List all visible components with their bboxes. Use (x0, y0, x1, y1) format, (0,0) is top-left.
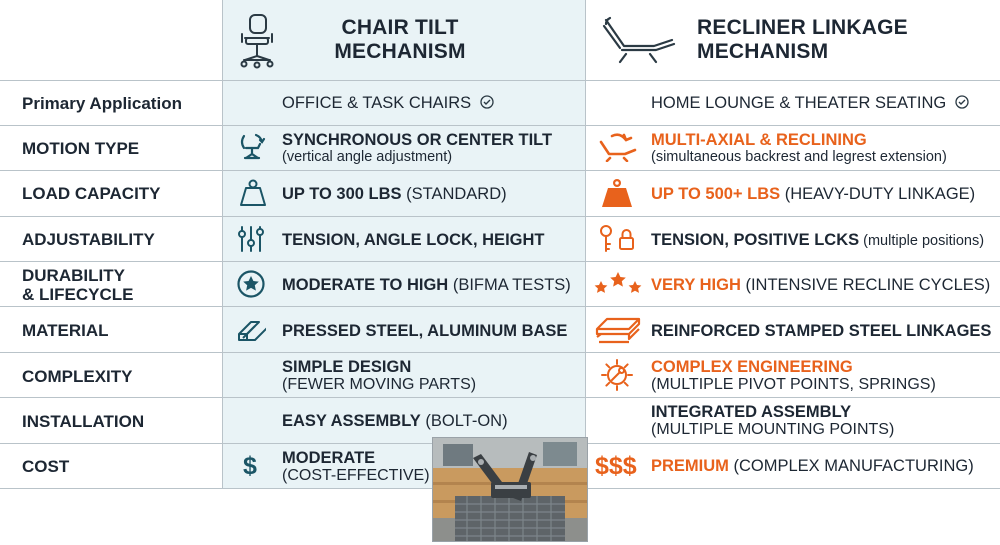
chair-durability (282, 276, 571, 294)
recliner-durability-note: (INTENSIVE RECLINE CYCLES) (740, 276, 991, 294)
row-divider (0, 397, 1000, 398)
recliner-motion-type (651, 131, 947, 166)
tilt-chair-icon (236, 132, 266, 162)
chair-primary-application (282, 94, 494, 112)
stars-icon (593, 269, 643, 299)
check-circle-icon (480, 95, 494, 109)
chair-load-capacity-note: (STANDARD) (401, 185, 507, 203)
heavy-weight-icon (601, 177, 633, 209)
chair-installation-note: (BOLT-ON) (420, 412, 508, 430)
office-chair-icon (236, 12, 278, 70)
row-divider (0, 216, 1000, 217)
recliner-load-capacity-note: (HEAVY-DUTY LINKAGE) (780, 185, 976, 203)
steel-plates-icon (594, 315, 642, 345)
recliner-motion-type-sub: (simultaneous backrest and legrest extension) (651, 149, 947, 165)
recliner-cost (651, 457, 974, 475)
row-label-complexity: COMPLEXITY (22, 367, 133, 386)
row-divider (0, 170, 1000, 171)
chair-tilt-header (330, 0, 530, 80)
recliner-cost-main: PREMIUM (651, 457, 729, 475)
mechanism-photo (432, 437, 588, 542)
recliner-durability (651, 276, 990, 294)
chair-load-capacity (282, 185, 507, 203)
row-label-cost: COST (22, 457, 70, 476)
row-label-motion-type: MOTION TYPE (22, 139, 140, 158)
recliner-header (697, 0, 977, 80)
recliner-load-capacity-main: UP TO 500+ LBS (651, 185, 781, 203)
recliner-material (651, 322, 991, 340)
row-label-durability-line1: DURABILITY (22, 266, 125, 285)
chair-complexity-main: SIMPLE DESIGN (282, 358, 412, 376)
recliner-durability-main: VERY HIGH (651, 276, 741, 294)
recliner-complexity (651, 358, 936, 393)
recliner-chair-icon (600, 14, 678, 66)
row-label-material: MATERIAL (22, 321, 109, 340)
row-divider (0, 352, 1000, 353)
triple-dollar-icon: $$$ (595, 452, 637, 480)
chair-tilt-title-line1: CHAIR TILT (341, 16, 459, 39)
chair-complexity-sub: (FEWER MOVING PARTS) (282, 376, 477, 393)
chair-primary-application-text: OFFICE & TASK CHAIRS (282, 94, 472, 112)
row-label-load-capacity: LOAD CAPACITY (22, 184, 161, 203)
recliner-adjustability (651, 231, 984, 250)
chair-tilt-title (330, 16, 470, 64)
recliner-installation (651, 403, 894, 438)
gear-wrench-icon (600, 358, 634, 392)
recliner-complexity-main: COMPLEX ENGINEERING (651, 358, 853, 376)
chair-cost-main: MODERATE (282, 449, 376, 467)
row-divider (0, 261, 1000, 262)
recliner-adjustability-main: TENSION, POSITIVE LCKS (651, 231, 860, 249)
chair-load-capacity-main: UP TO 300 LBS (282, 185, 402, 203)
chair-cost-sub: (COST-EFFECTIVE) (282, 467, 430, 484)
sliders-icon (236, 224, 266, 254)
row-label-primary-application: Primary Application (22, 94, 182, 113)
column-divider-2 (585, 0, 586, 489)
check-circle-icon (955, 95, 969, 109)
chair-cost (282, 449, 430, 484)
chair-durability-note: (BIFMA TESTS) (448, 276, 571, 294)
recliner-primary-application (651, 94, 969, 112)
chair-installation-main: EASY ASSEMBLY (282, 412, 421, 430)
recliner-installation-main: INTEGRATED ASSEMBLY (651, 403, 852, 421)
column-divider-1 (222, 0, 223, 489)
star-badge-icon (236, 269, 266, 299)
recline-motion-icon (598, 132, 638, 162)
key-lock-icon (598, 224, 638, 254)
recliner-cost-note: (COMPLEX MANUFACTURING) (728, 457, 974, 475)
row-label-installation: INSTALLATION (22, 412, 145, 431)
chair-material-main: PRESSED STEEL, ALUMINUM BASE (282, 322, 568, 340)
chair-adjustability (282, 231, 544, 249)
chair-tilt-title-line2: MECHANISM (334, 40, 466, 63)
recliner-title (697, 16, 908, 64)
chair-complexity (282, 358, 476, 393)
recliner-title-line2: MECHANISM (697, 40, 829, 63)
steel-beam-icon (236, 314, 266, 344)
chair-installation (282, 412, 508, 430)
recliner-motion-type-main: MULTI-AXIAL & RECLINING (651, 131, 867, 149)
chair-adjustability-main: TENSION, ANGLE LOCK, HEIGHT (282, 231, 545, 249)
recliner-primary-application-text: HOME LOUNGE & THEATER SEATING (651, 94, 947, 112)
chair-durability-main: MODERATE TO HIGH (282, 276, 449, 294)
dollar-icon: $ (243, 452, 257, 480)
recliner-title-line1: RECLINER LINKAGE (697, 16, 908, 39)
row-divider (0, 125, 1000, 126)
recliner-adjustability-note: (multiple positions) (859, 233, 985, 249)
recliner-installation-sub: (MULTIPLE MOUNTING POINTS) (651, 421, 895, 438)
recliner-complexity-sub: (MULTIPLE PIVOT POINTS, SPRINGS) (651, 376, 936, 393)
row-label-adjustability: ADJUSTABILITY (22, 230, 155, 249)
recliner-load-capacity (651, 185, 975, 203)
weight-icon (238, 178, 268, 208)
row-divider (0, 306, 1000, 307)
recliner-material-main: REINFORCED STAMPED STEEL LINKAGES (651, 322, 992, 340)
chair-motion-type-sub: (vertical angle adjustment) (282, 149, 453, 165)
row-label-durability (22, 266, 133, 304)
chair-motion-type (282, 131, 552, 166)
chair-motion-type-main: SYNCHRONOUS OR CENTER TILT (282, 131, 553, 149)
row-divider (0, 80, 1000, 81)
row-label-durability-line2: & LIFECYCLE (22, 285, 134, 304)
chair-material (282, 322, 567, 340)
